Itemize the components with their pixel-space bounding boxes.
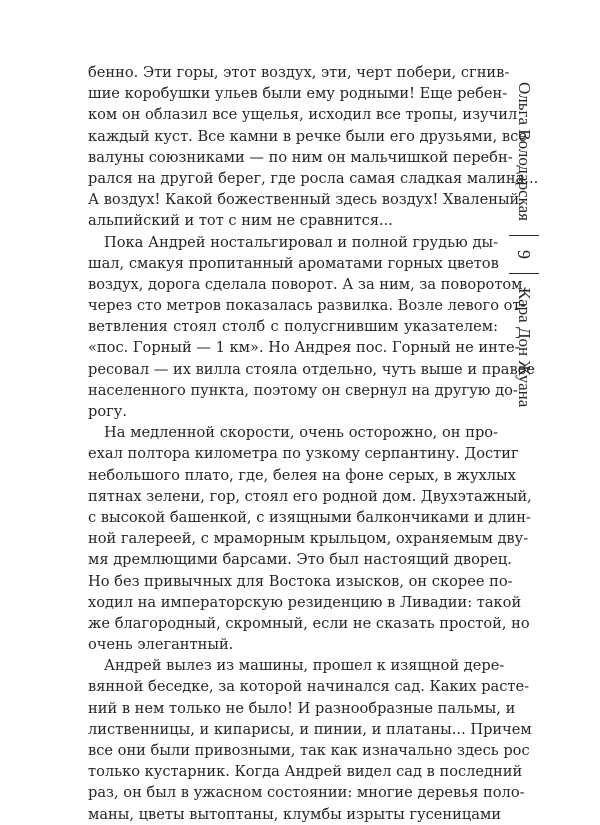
text-line: населенного пункта, поэтому он свернул на другую до-: [88, 381, 518, 399]
text-line: же благородный, скромный, если не сказать простой, но: [88, 614, 530, 632]
text-line: ресовал — их вилла стояла отдельно, чуть выше и правее: [88, 360, 535, 378]
text-line: рался на другой берег, где росла самая сладкая малина...: [88, 169, 539, 187]
running-head: [505, 82, 543, 572]
page-number: 9: [514, 250, 535, 259]
running-head-book-title: Кара Дон Жуана: [515, 288, 534, 408]
paragraph: [88, 655, 532, 825]
text-line: шал, смакуя пропитанный ароматами горных цветов: [88, 254, 499, 272]
paragraph: [88, 422, 532, 655]
text-line: ком он облазил все ущелья, исходил все тропы, изучил: [88, 106, 518, 124]
text-line: маны, цветы вытоптаны, клумбы изрыты гусеницами: [88, 805, 502, 823]
text-line: Пока Андрей ностальгировал и полной грудью ды-: [104, 233, 498, 251]
text-line: только кустарник. Когда Андрей видел сад в последний: [88, 763, 523, 781]
text-line: каждый куст. Все камни в речке были его друзьями, все: [88, 127, 527, 145]
text-line: ветвления стоял столб с полусгнившим указателем:: [88, 318, 498, 336]
text-line: лиственницы, и кипарисы, и пинии, и платаны... Причем: [88, 720, 532, 738]
text-line: ехал полтора километра по узкому серпантину. Достиг: [88, 445, 519, 463]
text-line: мя дремлющими барсами. Это был настоящий дворец.: [88, 551, 512, 569]
text-line: с высокой башенкой, с изящными балкончиками и длин-: [88, 508, 531, 526]
text-line: «пос. Горный — 1 км». Но Андрея пос. Горный не инте-: [88, 339, 520, 357]
text-line: А воздух! Какой божественный здесь воздух! Хваленый: [88, 191, 520, 209]
text-line: через сто метров показалась развилка. Возле левого от-: [88, 297, 526, 315]
text-line: очень элегантный.: [88, 636, 234, 654]
text-line: Андрей вылез из машины, прошел к изящной дере-: [104, 657, 505, 675]
running-head-divider: [509, 235, 539, 236]
text-line: валуны союзниками — по ним он мальчишкой перебн-: [88, 148, 513, 166]
text-line: альпийский и тот с ним не сравнится...: [88, 212, 393, 230]
text-line: вянной беседке, за которой начинался сад. Каких расте-: [88, 678, 530, 696]
text-line: пятнах зелени, гор, стоял его родной дом. Двухэтажный,: [88, 487, 532, 505]
text-line: ходил на императорскую резиденцию в Ливадии: такой: [88, 593, 522, 611]
running-head-content: [505, 82, 543, 572]
text-line: шие коробушки ульев были ему родными! Еще ребен-: [88, 85, 508, 103]
running-head-divider: [509, 273, 539, 274]
text-line: бенно. Эти горы, этот воздух, эти, черт побери, сгнив-: [88, 64, 510, 81]
text-line: рогу.: [88, 403, 127, 420]
text-line: все они были привозными, так как изначально здесь рос: [88, 742, 530, 759]
text-line: На медленной скорости, очень осторожно, он про-: [104, 424, 498, 442]
running-head-author: Ольга Володарская: [515, 82, 534, 221]
text-line: воздух, дорога сделала поворот. А за ним, за поворотом,: [88, 275, 528, 293]
text-line: Но без привычных для Востока изысков, он скорее по-: [88, 572, 513, 590]
text-line: ной галереей, с мраморным крыльцом, охраняемым дву-: [88, 530, 529, 548]
text-line: небольшого плато, где, белея на фоне серых, в жухлых: [88, 466, 516, 484]
text-line: раз, он был в ужасном состоянии: многие деревья поло-: [88, 784, 525, 802]
text-line: ний в нем только не было! И разнообразные пальмы, и: [88, 699, 516, 717]
